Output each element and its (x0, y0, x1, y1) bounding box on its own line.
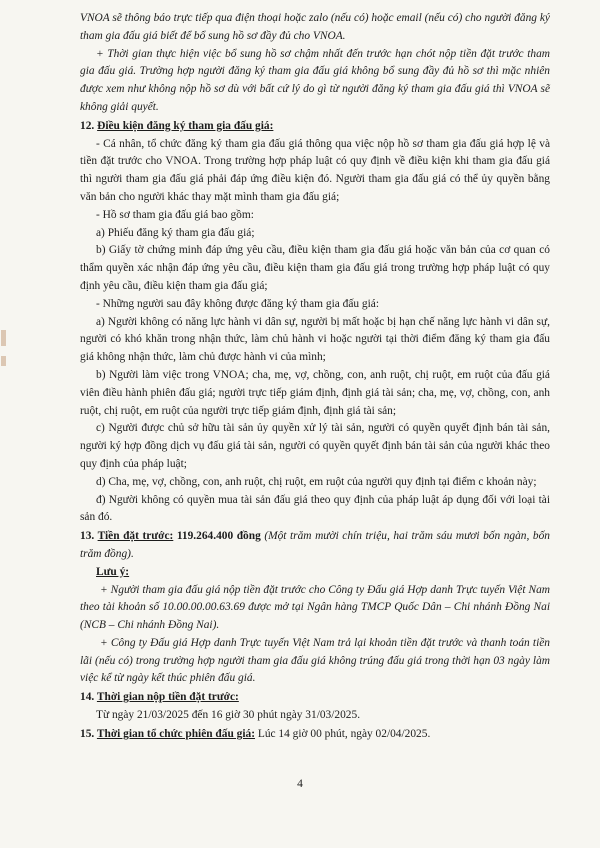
auction-time: Lúc 14 giờ 00 phút, ngày 02/04/2025. (257, 727, 431, 740)
section-13-label: Tiền đặt trước: (97, 530, 174, 543)
section-15-number: 15. (80, 727, 95, 740)
paragraph-excluded-d: d) Cha, mẹ, vợ, chồng, con, anh ruột, chị ruột, em ruột của người quy định tại điểm c khoản này; (96, 475, 537, 488)
paragraph-dossier-b: b) Giấy tờ chứng minh đáp ứng yêu cầu, điều kiện tham gia đấu giá hoặc văn bản của cơ quan có thẩm quyền xác nhận đáp ứng yêu cầu, điều kiện tham gia đấu giá trong trường hợp pháp luật có quy định yêu cầu, điều kiện tham gia đấu giá; (80, 244, 550, 292)
paragraph-deposit-period: Từ ngày 21/03/2025 đến 16 giờ 30 phút ngày 31/03/2025. (96, 709, 361, 722)
section-14-heading (80, 689, 550, 707)
section-14-number: 14. (80, 691, 95, 704)
paragraph-supplement-time: + Thời gian thực hiện việc bổ sung hồ sơ chậm nhất đến trước hạn chót nộp tiền đặt trước tham gia đấu giá. Trường hợp người đăng ký tham gia đấu giá không bổ sung đầy đủ hồ sơ thì mặc nhiên được xem như không nộp hồ sơ dù với bất cứ lý do gì từ người đăng ký tham gia đấu giá thì VNOA sẽ không giải quyết. (80, 47, 550, 113)
paragraph-deposit-refund: + Công ty Đấu giá Hợp danh Trực tuyến Việt Nam trả lại khoản tiền đặt trước và thanh toán tiền lãi (nếu có) trong trường hợp người tham gia đấu giá không trúng đấu giá trong thời hạn 03 ngày làm việc kể từ ngày kết thúc phiên đấu giá. (80, 636, 550, 685)
section-12-title: Điều kiện đăng ký tham gia đấu giá: (97, 119, 274, 132)
section-13-heading (80, 528, 550, 564)
section-12-heading (80, 118, 550, 136)
paragraph-excluded-a: a) Người không có năng lực hành vi dân sự, người bị mất hoặc bị hạn chế năng lực hành vi dân sự, người có khó khăn trong nhận thức, làm chủ hành vi hoặc người tại thời điểm đăng ký tham gia đấu giá không nhận thức, làm chủ được hành vi của mình; (80, 315, 550, 364)
section-12-number: 12. (80, 119, 95, 132)
scan-edge-mark (1, 356, 6, 366)
paragraph-deposit-account: + Người tham gia đấu giá nộp tiền đặt trước cho Công ty Đấu giá Hợp danh Trực tuyến Việt Nam theo tài khoản số 10.00.00.00.63.69 được mở tại Ngân hàng TMCP Quốc Dân – Chi nhánh Đồng Nai (NCB – Chi nhánh Đồng Nai). (80, 583, 550, 632)
paragraph-excluded-b: b) Người làm việc trong VNOA; cha, mẹ, vợ, chồng, con, anh ruột, chị ruột, em ruột của đấu giá viên điều hành phiên đấu giá; người trực tiếp giám định, định giá tài sản; cha, mẹ, vợ, chồng, con, anh ruột, chị ruột, em ruột của người trực tiếp giám định, định giá tài sản; (80, 368, 550, 417)
paragraph-excluded-dd: đ) Người không có quyền mua tài sản đấu giá theo quy định của pháp luật áp dụng đối với loại tài sản đó. (80, 493, 550, 524)
deposit-amount-words: (Một trăm mười chín triệu, hai trăm sáu mươi bốn ngàn, bốn trăm đồng). (80, 530, 550, 560)
note-label: Lưu ý: (96, 565, 130, 578)
scan-edge-mark (1, 330, 6, 346)
paragraph-excluded-intro: - Những người sau đây không được đăng ký tham gia đấu giá: (96, 297, 380, 310)
paragraph-dossier-intro: - Hồ sơ tham gia đấu giá bao gồm: (96, 208, 254, 221)
section-15-title: Thời gian tổ chức phiên đấu giá: (96, 727, 255, 740)
paragraph-notice: VNOA sẽ thông báo trực tiếp qua điện thoại hoặc zalo (nếu có) hoặc email (nếu có) cho người đăng ký tham gia đấu giá biết để bổ sung hồ sơ đầy đủ cho VNOA. (80, 12, 550, 42)
document-body (80, 10, 550, 744)
deposit-amount: 119.264.400 đồng (176, 530, 261, 543)
paragraph-dossier-a: a) Phiếu đăng ký tham gia đấu giá; (96, 226, 255, 239)
paragraph-conditions: - Cá nhân, tổ chức đăng ký tham gia đấu giá thông qua việc nộp hồ sơ tham gia đấu giá hợp lệ và tiền đặt trước cho VNOA. Trong trường hợp pháp luật có quy định về điều kiện khi tham gia đấu giá thì người tham gia đấu giá phải đáp ứng điều kiện đó. Người tham gia đấu giá có thể ủy quyền bằng văn bản cho người khác thay mặt mình tham gia đấu giá; (80, 137, 550, 203)
page-number: 4 (297, 778, 303, 790)
section-13-number: 13. (80, 530, 95, 543)
paragraph-excluded-c: c) Người được chủ sở hữu tài sản ủy quyền xử lý tài sản, người có quyền quyết định bán tài sản, người ký hợp đồng dịch vụ đấu giá tài sản, người có quyền quyết định bán tài sản của người khác theo quy định của pháp luật; (80, 422, 550, 470)
section-15-heading (80, 726, 550, 744)
section-14-title: Thời gian nộp tiền đặt trước: (96, 691, 239, 704)
